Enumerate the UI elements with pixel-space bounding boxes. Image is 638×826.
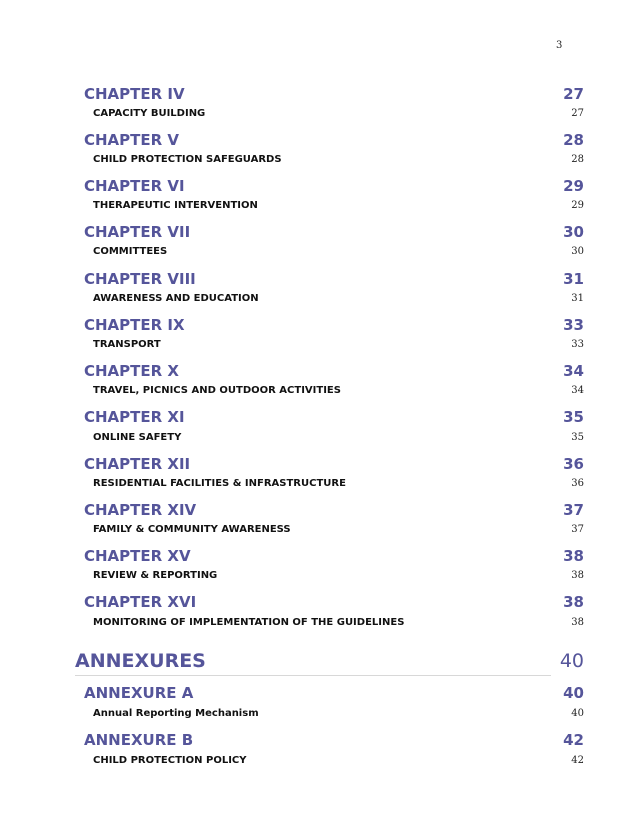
toc-entry-awareness-and-education[interactable] bbox=[93, 293, 584, 304]
chapter-page: 31 bbox=[563, 270, 584, 288]
toc-entry-committees[interactable] bbox=[93, 246, 584, 257]
chapter-title: CHAPTER V bbox=[84, 131, 180, 149]
annexure-page: 40 bbox=[563, 684, 584, 702]
chapter-page: 38 bbox=[563, 547, 584, 565]
entry-title: COMMITTEES bbox=[93, 246, 168, 257]
toc-annexures-heading[interactable] bbox=[75, 650, 584, 672]
toc-entry-online-safety[interactable] bbox=[93, 432, 584, 443]
annexures-divider bbox=[75, 675, 551, 676]
entry-title: CAPACITY BUILDING bbox=[93, 108, 206, 119]
entry-page: 27 bbox=[571, 108, 584, 119]
toc-entry-review-reporting[interactable] bbox=[93, 570, 584, 581]
toc-chapter-xvi[interactable] bbox=[84, 593, 584, 611]
entry-page: 37 bbox=[571, 524, 584, 535]
entry-title: Annual Reporting Mechanism bbox=[93, 708, 259, 719]
chapter-page: 37 bbox=[563, 501, 584, 519]
toc-chapter-vii[interactable] bbox=[84, 223, 584, 241]
entry-page: 38 bbox=[571, 617, 584, 628]
toc-entry-child-protection-policy[interactable] bbox=[93, 755, 584, 766]
chapter-title: CHAPTER VI bbox=[84, 177, 185, 195]
entry-title: CHILD PROTECTION SAFEGUARDS bbox=[93, 154, 282, 165]
entry-title: MONITORING OF IMPLEMENTATION OF THE GUIDELINES bbox=[93, 617, 405, 628]
chapter-page: 33 bbox=[563, 316, 584, 334]
entry-title: TRAVEL, PICNICS AND OUTDOOR ACTIVITIES bbox=[93, 385, 341, 396]
entry-page: 31 bbox=[571, 293, 584, 304]
entry-page: 36 bbox=[571, 478, 584, 489]
toc-entry-transport[interactable] bbox=[93, 339, 584, 350]
chapter-title: CHAPTER XIV bbox=[84, 501, 197, 519]
chapter-title: CHAPTER X bbox=[84, 362, 179, 380]
toc-chapter-xii[interactable] bbox=[84, 455, 584, 473]
chapter-page: 34 bbox=[563, 362, 584, 380]
chapter-title: CHAPTER XVI bbox=[84, 593, 197, 611]
toc-chapter-ix[interactable] bbox=[84, 316, 584, 334]
chapter-title: CHAPTER IX bbox=[84, 316, 185, 334]
toc-chapter-v[interactable] bbox=[84, 131, 584, 149]
toc-entry-therapeutic-intervention[interactable] bbox=[93, 200, 584, 211]
chapter-title: CHAPTER XV bbox=[84, 547, 191, 565]
annexures-title: ANNEXURES bbox=[75, 650, 206, 672]
entry-page: 30 bbox=[571, 246, 584, 257]
chapter-title: CHAPTER XII bbox=[84, 455, 191, 473]
entry-title: ONLINE SAFETY bbox=[93, 432, 182, 443]
entry-title: AWARENESS AND EDUCATION bbox=[93, 293, 259, 304]
toc-entry-travel-picnics[interactable] bbox=[93, 385, 584, 396]
chapter-title: CHAPTER IV bbox=[84, 85, 185, 103]
toc-entry-capacity-building[interactable] bbox=[93, 108, 584, 119]
annexure-title: ANNEXURE A bbox=[84, 684, 194, 702]
entry-page: 34 bbox=[571, 385, 584, 396]
entry-title: THERAPEUTIC INTERVENTION bbox=[93, 200, 258, 211]
chapter-page: 28 bbox=[563, 131, 584, 149]
entry-page: 33 bbox=[571, 339, 584, 350]
entry-title: RESIDENTIAL FACILITIES & INFRASTRUCTURE bbox=[93, 478, 346, 489]
chapter-page: 36 bbox=[563, 455, 584, 473]
entry-page: 40 bbox=[571, 708, 584, 719]
chapter-title: CHAPTER VIII bbox=[84, 270, 196, 288]
chapter-title: CHAPTER VII bbox=[84, 223, 191, 241]
entry-title: FAMILY & COMMUNITY AWARENESS bbox=[93, 524, 291, 535]
entry-page: 29 bbox=[571, 200, 584, 211]
toc-chapter-iv[interactable] bbox=[84, 85, 584, 103]
toc-chapter-vi[interactable] bbox=[84, 177, 584, 195]
annexure-title: ANNEXURE B bbox=[84, 731, 194, 749]
entry-title: REVIEW & REPORTING bbox=[93, 570, 218, 581]
toc-annexure-a[interactable] bbox=[84, 684, 584, 702]
chapter-title: CHAPTER XI bbox=[84, 408, 185, 426]
chapter-page: 38 bbox=[563, 593, 584, 611]
entry-title: TRANSPORT bbox=[93, 339, 161, 350]
chapter-page: 27 bbox=[563, 85, 584, 103]
entry-title: CHILD PROTECTION POLICY bbox=[93, 755, 247, 766]
page-number: 3 bbox=[556, 40, 563, 51]
toc-chapter-xi[interactable] bbox=[84, 408, 584, 426]
entry-page: 35 bbox=[571, 432, 584, 443]
chapter-page: 29 bbox=[563, 177, 584, 195]
annexures-page: 40 bbox=[559, 650, 584, 672]
entry-page: 28 bbox=[571, 154, 584, 165]
annexure-page: 42 bbox=[563, 731, 584, 749]
toc-chapter-x[interactable] bbox=[84, 362, 584, 380]
entry-page: 38 bbox=[571, 570, 584, 581]
chapter-page: 35 bbox=[563, 408, 584, 426]
toc-entry-annual-reporting[interactable] bbox=[93, 708, 584, 719]
toc-entry-residential-facilities[interactable] bbox=[93, 478, 584, 489]
toc-chapter-xv[interactable] bbox=[84, 547, 584, 565]
chapter-page: 30 bbox=[563, 223, 584, 241]
toc-entry-monitoring-implementation[interactable] bbox=[93, 617, 584, 628]
entry-page: 42 bbox=[571, 755, 584, 766]
toc-entry-child-protection-safeguards[interactable] bbox=[93, 154, 584, 165]
toc-chapter-xiv[interactable] bbox=[84, 501, 584, 519]
toc-annexure-b[interactable] bbox=[84, 731, 584, 749]
toc-entry-family-community-awareness[interactable] bbox=[93, 524, 584, 535]
toc-chapter-viii[interactable] bbox=[84, 270, 584, 288]
